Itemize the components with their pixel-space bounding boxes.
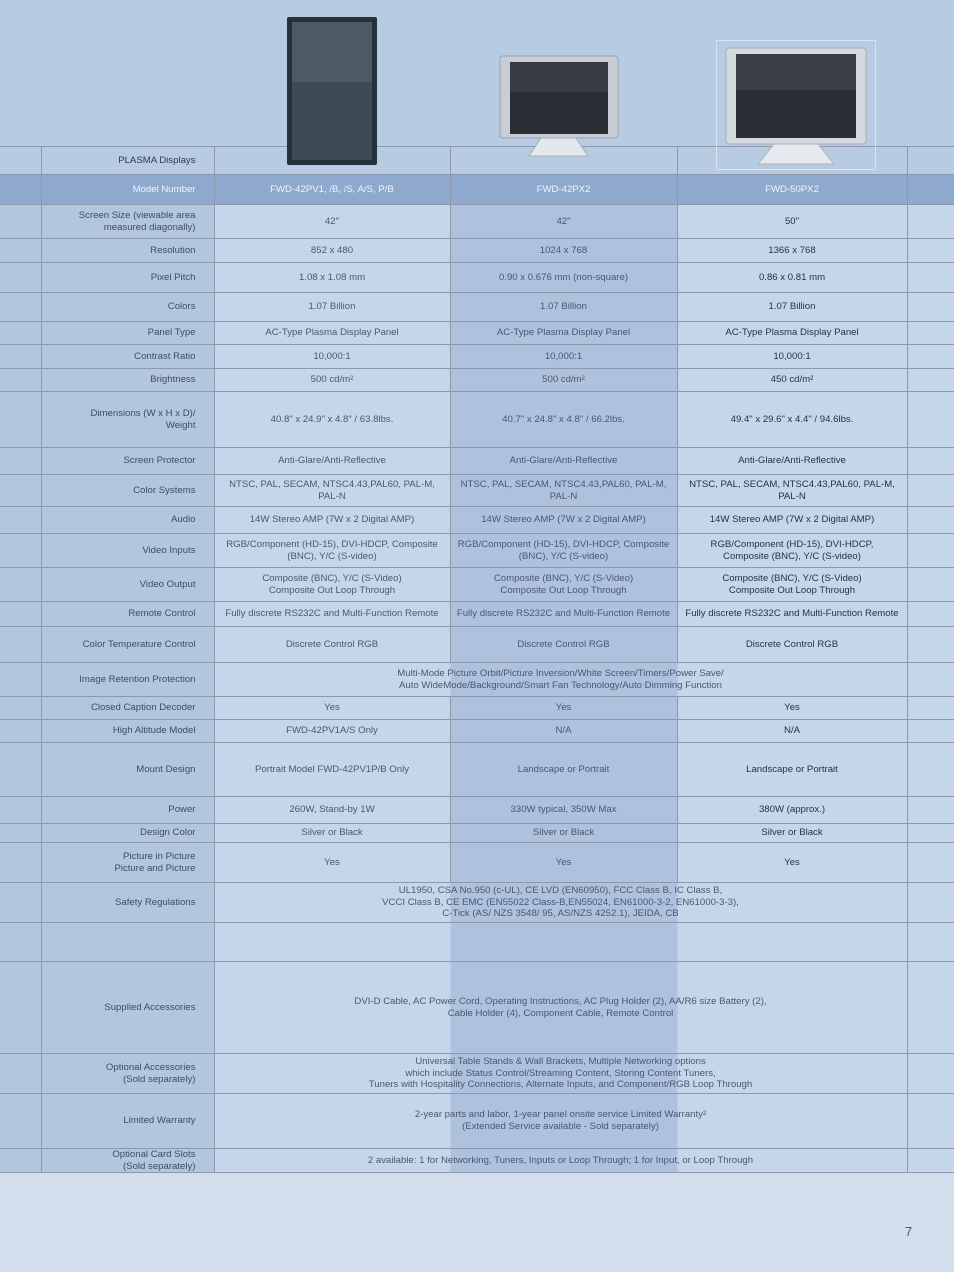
row-value: 330W typical, 350W Max <box>450 797 677 824</box>
row-value: AC-Type Plasma Display Panel <box>677 322 907 345</box>
row-margin <box>907 663 954 697</box>
row-margin <box>0 697 41 720</box>
row-label: Supplied Accessories <box>41 962 214 1054</box>
row-value: Anti-Glare/Anti-Reflective <box>677 448 907 475</box>
row-margin <box>907 797 954 824</box>
row-value: Landscape or Portrait <box>450 743 677 797</box>
row-value: Yes <box>214 697 450 720</box>
row-label: Pixel Pitch <box>41 263 214 293</box>
row-margin <box>907 534 954 568</box>
row-value-all-models: Universal Table Stands & Wall Brackets, Multiple Networking options which include Status Control/Streaming Content, Storing Content Tuners, Tuners with Hospitality Connections, Alternate Inputs, and Component/RGB Loop Through <box>214 1054 907 1094</box>
row-label: Optional Card Slots (Sold separately) <box>41 1149 214 1173</box>
row-value: 10,000:1 <box>214 345 450 369</box>
row-margin <box>0 1149 41 1173</box>
row-margin <box>0 923 41 962</box>
table-row <box>0 1094 954 1149</box>
row-margin <box>0 883 41 923</box>
row-value: Yes <box>450 843 677 883</box>
row-value: Silver or Black <box>677 824 907 843</box>
row-value: Silver or Black <box>450 824 677 843</box>
row-label: Resolution <box>41 239 214 263</box>
row-margin <box>0 175 41 205</box>
row-margin <box>0 205 41 239</box>
row-value: Landscape or Portrait <box>677 743 907 797</box>
row-margin <box>907 263 954 293</box>
product-image-fwd-42pv1 <box>286 16 378 166</box>
table-row <box>0 962 954 1054</box>
row-value: 42" <box>214 205 450 239</box>
row-margin <box>0 824 41 843</box>
row-value: 1024 x 768 <box>450 239 677 263</box>
row-value: 14W Stereo AMP (7W x 2 Digital AMP) <box>214 507 450 534</box>
table-row <box>0 923 954 962</box>
row-value: FWD-42PV1A/S Only <box>214 720 450 743</box>
row-margin <box>0 263 41 293</box>
row-margin <box>0 507 41 534</box>
row-margin <box>0 663 41 697</box>
row-margin <box>907 293 954 322</box>
row-margin <box>907 448 954 475</box>
row-value: Composite (BNC), Y/C (S-Video) Composite Out Loop Through <box>450 568 677 602</box>
row-value: Yes <box>214 843 450 883</box>
table-row <box>0 797 954 824</box>
row-value: Discrete Control RGB <box>677 627 907 663</box>
row-value-all-models <box>214 923 907 962</box>
row-value: AC-Type Plasma Display Panel <box>450 322 677 345</box>
row-label <box>41 923 214 962</box>
row-margin <box>0 147 41 175</box>
row-label: Closed Caption Decoder <box>41 697 214 720</box>
table-row <box>0 1149 954 1173</box>
row-value: Discrete Control RGB <box>214 627 450 663</box>
row-label: Brightness <box>41 369 214 392</box>
row-value: Composite (BNC), Y/C (S-Video) Composite Out Loop Through <box>677 568 907 602</box>
table-row <box>0 263 954 293</box>
row-margin <box>0 392 41 448</box>
product-image-fwd-50px2 <box>716 40 876 170</box>
row-value: RGB/Component (HD-15), DVI-HDCP, Composite (BNC), Y/C (S-video) <box>677 534 907 568</box>
row-value: 42" <box>450 205 677 239</box>
model-name: FWD-42PV1, /B, /S, A/S, P/B <box>214 175 450 205</box>
row-value-all-models: UL1950, CSA No.950 (c-UL), CE LVD (EN60950), FCC Class B, IC Class B, VCCI Class B, CE EMC (EN55022 Class-B,EN55024, EN61000-3-2, EN61000-3-3), C-Tick (AS/ NZS 3548/ 95, AS/NZS 4252.1), JEIDA, CB <box>214 883 907 923</box>
table-row <box>0 293 954 322</box>
row-value: N/A <box>450 720 677 743</box>
row-value: AC-Type Plasma Display Panel <box>214 322 450 345</box>
row-value: 40.7" x 24.8" x 4.8" / 66.2lbs. <box>450 392 677 448</box>
row-label: Colors <box>41 293 214 322</box>
row-margin <box>0 448 41 475</box>
table-row <box>0 627 954 663</box>
row-value: 10,000:1 <box>450 345 677 369</box>
row-margin <box>0 369 41 392</box>
row-value: Yes <box>450 697 677 720</box>
row-margin <box>907 475 954 507</box>
row-label: Safety Regulations <box>41 883 214 923</box>
row-margin <box>907 507 954 534</box>
row-label: Color Temperature Control <box>41 627 214 663</box>
row-label: Video Inputs <box>41 534 214 568</box>
row-value: N/A <box>677 720 907 743</box>
row-value: 852 x 480 <box>214 239 450 263</box>
row-value: Fully discrete RS232C and Multi-Function Remote <box>214 602 450 627</box>
row-margin <box>907 175 954 205</box>
table-row <box>0 602 954 627</box>
table-row <box>0 720 954 743</box>
row-value-all-models: DVI-D Cable, AC Power Cord, Operating Instructions, AC Plug Holder (2), AA/R6 size Battery (2), Cable Holder (4), Component Cable, Remote Control <box>214 962 907 1054</box>
row-margin <box>907 602 954 627</box>
row-margin <box>907 824 954 843</box>
table-row <box>0 534 954 568</box>
row-value: 50" <box>677 205 907 239</box>
row-value-all-models: 2 available: 1 for Networking, Tuners, Inputs or Loop Through; 1 for Input, or Loop Through <box>214 1149 907 1173</box>
row-margin <box>0 345 41 369</box>
row-margin <box>907 627 954 663</box>
table-row <box>0 1054 954 1094</box>
row-value: 14W Stereo AMP (7W x 2 Digital AMP) <box>677 507 907 534</box>
row-margin <box>0 534 41 568</box>
row-value: 500 cd/m² <box>450 369 677 392</box>
row-label: Panel Type <box>41 322 214 345</box>
row-value: 49.4" x 29.6" x 4.4" / 94.6lbs. <box>677 392 907 448</box>
row-label: Optional Accessories (Sold separately) <box>41 1054 214 1094</box>
row-label: Audio <box>41 507 214 534</box>
row-value: 0.90 x 0.676 mm (non-square) <box>450 263 677 293</box>
row-margin <box>0 797 41 824</box>
table-row <box>0 239 954 263</box>
table-row <box>0 322 954 345</box>
row-value: NTSC, PAL, SECAM, NTSC4.43,PAL60, PAL-M, PAL-N <box>677 475 907 507</box>
row-margin <box>0 720 41 743</box>
row-margin <box>0 1054 41 1094</box>
row-margin <box>0 568 41 602</box>
row-margin <box>907 1149 954 1173</box>
row-label: Model Number <box>41 175 214 205</box>
row-margin <box>0 602 41 627</box>
table-row <box>0 568 954 602</box>
row-margin <box>907 720 954 743</box>
row-value: 500 cd/m² <box>214 369 450 392</box>
row-value: 1366 x 768 <box>677 239 907 263</box>
row-value: 40.8" x 24.9" x 4.8" / 63.8lbs. <box>214 392 450 448</box>
row-value-all-models: Multi-Mode Picture Orbit/Picture Inversion/White Screen/Timers/Power Save/ Auto WideMode/Background/Smart Fan Technology/Auto Dimming Function <box>214 663 907 697</box>
row-margin <box>907 239 954 263</box>
table-row <box>0 883 954 923</box>
page-number: 7 <box>905 1224 913 1239</box>
row-value: 14W Stereo AMP (7W x 2 Digital AMP) <box>450 507 677 534</box>
table-row <box>0 369 954 392</box>
row-value-all-models: 2-year parts and labor, 1-year panel onsite service Limited Warranty² (Extended Service available - Sold separately) <box>214 1094 907 1149</box>
table-row <box>0 448 954 475</box>
table-row <box>0 392 954 448</box>
row-label: Color Systems <box>41 475 214 507</box>
row-value: Yes <box>677 843 907 883</box>
row-margin <box>0 627 41 663</box>
row-label: Limited Warranty <box>41 1094 214 1149</box>
row-margin <box>907 1094 954 1149</box>
row-margin <box>0 1094 41 1149</box>
row-label: Image Retention Protection <box>41 663 214 697</box>
row-margin <box>907 392 954 448</box>
row-value: Yes <box>677 697 907 720</box>
row-value: Fully discrete RS232C and Multi-Function Remote <box>677 602 907 627</box>
row-value: Composite (BNC), Y/C (S-Video) Composite Out Loop Through <box>214 568 450 602</box>
row-value: Portrait Model FWD-42PV1P/B Only <box>214 743 450 797</box>
row-margin <box>907 843 954 883</box>
row-margin <box>907 1054 954 1094</box>
row-margin <box>907 147 954 175</box>
row-margin <box>0 743 41 797</box>
row-margin <box>907 369 954 392</box>
model-name: FWD-42PX2 <box>450 175 677 205</box>
row-label: Picture in Picture Picture and Picture <box>41 843 214 883</box>
row-margin <box>907 923 954 962</box>
row-value: Anti-Glare/Anti-Reflective <box>450 448 677 475</box>
row-label: Mount Design <box>41 743 214 797</box>
row-margin <box>907 345 954 369</box>
row-value: 1.08 x 1.08 mm <box>214 263 450 293</box>
row-margin <box>0 962 41 1054</box>
table-row <box>0 345 954 369</box>
product-image-fwd-42px2 <box>496 52 626 160</box>
row-value: 1.07 Billion <box>450 293 677 322</box>
spec-table <box>0 146 954 1173</box>
row-label: Power <box>41 797 214 824</box>
row-margin <box>0 293 41 322</box>
row-margin <box>907 205 954 239</box>
row-value: 1.07 Billion <box>677 293 907 322</box>
row-value: NTSC, PAL, SECAM, NTSC4.43,PAL60, PAL-M, PAL-N <box>450 475 677 507</box>
row-margin <box>0 239 41 263</box>
model-name: FWD-50PX2 <box>677 175 907 205</box>
row-margin <box>0 475 41 507</box>
row-value: 10,000:1 <box>677 345 907 369</box>
row-margin <box>907 883 954 923</box>
section-title: PLASMA Displays <box>41 147 214 175</box>
row-label: Design Color <box>41 824 214 843</box>
table-row <box>0 843 954 883</box>
row-margin <box>907 743 954 797</box>
model-header-row <box>0 175 954 205</box>
table-row <box>0 205 954 239</box>
row-margin <box>907 568 954 602</box>
table-row <box>0 475 954 507</box>
row-label: Remote Control <box>41 602 214 627</box>
row-label: Screen Size (viewable area measured diagonally) <box>41 205 214 239</box>
table-row <box>0 743 954 797</box>
row-value: Anti-Glare/Anti-Reflective <box>214 448 450 475</box>
row-value: NTSC, PAL, SECAM, NTSC4.43,PAL60, PAL-M, PAL-N <box>214 475 450 507</box>
row-margin <box>0 843 41 883</box>
row-label: Screen Protector <box>41 448 214 475</box>
row-value: Discrete Control RGB <box>450 627 677 663</box>
table-row <box>0 507 954 534</box>
row-margin <box>907 697 954 720</box>
row-value: 0.86 x 0.81 mm <box>677 263 907 293</box>
row-margin <box>0 322 41 345</box>
row-value: 260W, Stand-by 1W <box>214 797 450 824</box>
row-label: Contrast Ratio <box>41 345 214 369</box>
row-label: High Altitude Model <box>41 720 214 743</box>
table-row <box>0 663 954 697</box>
row-value: Silver or Black <box>214 824 450 843</box>
row-value: RGB/Component (HD-15), DVI-HDCP, Composite (BNC), Y/C (S-video) <box>214 534 450 568</box>
row-label: Video Output <box>41 568 214 602</box>
row-value: Fully discrete RS232C and Multi-Function Remote <box>450 602 677 627</box>
row-value: 380W (approx.) <box>677 797 907 824</box>
row-value: 450 cd/m² <box>677 369 907 392</box>
row-value: 1.07 Billion <box>214 293 450 322</box>
table-row <box>0 824 954 843</box>
row-margin <box>907 962 954 1054</box>
row-label: Dimensions (W x H x D)/ Weight <box>41 392 214 448</box>
table-row <box>0 697 954 720</box>
row-value: RGB/Component (HD-15), DVI-HDCP, Composite (BNC), Y/C (S-video) <box>450 534 677 568</box>
row-margin <box>907 322 954 345</box>
